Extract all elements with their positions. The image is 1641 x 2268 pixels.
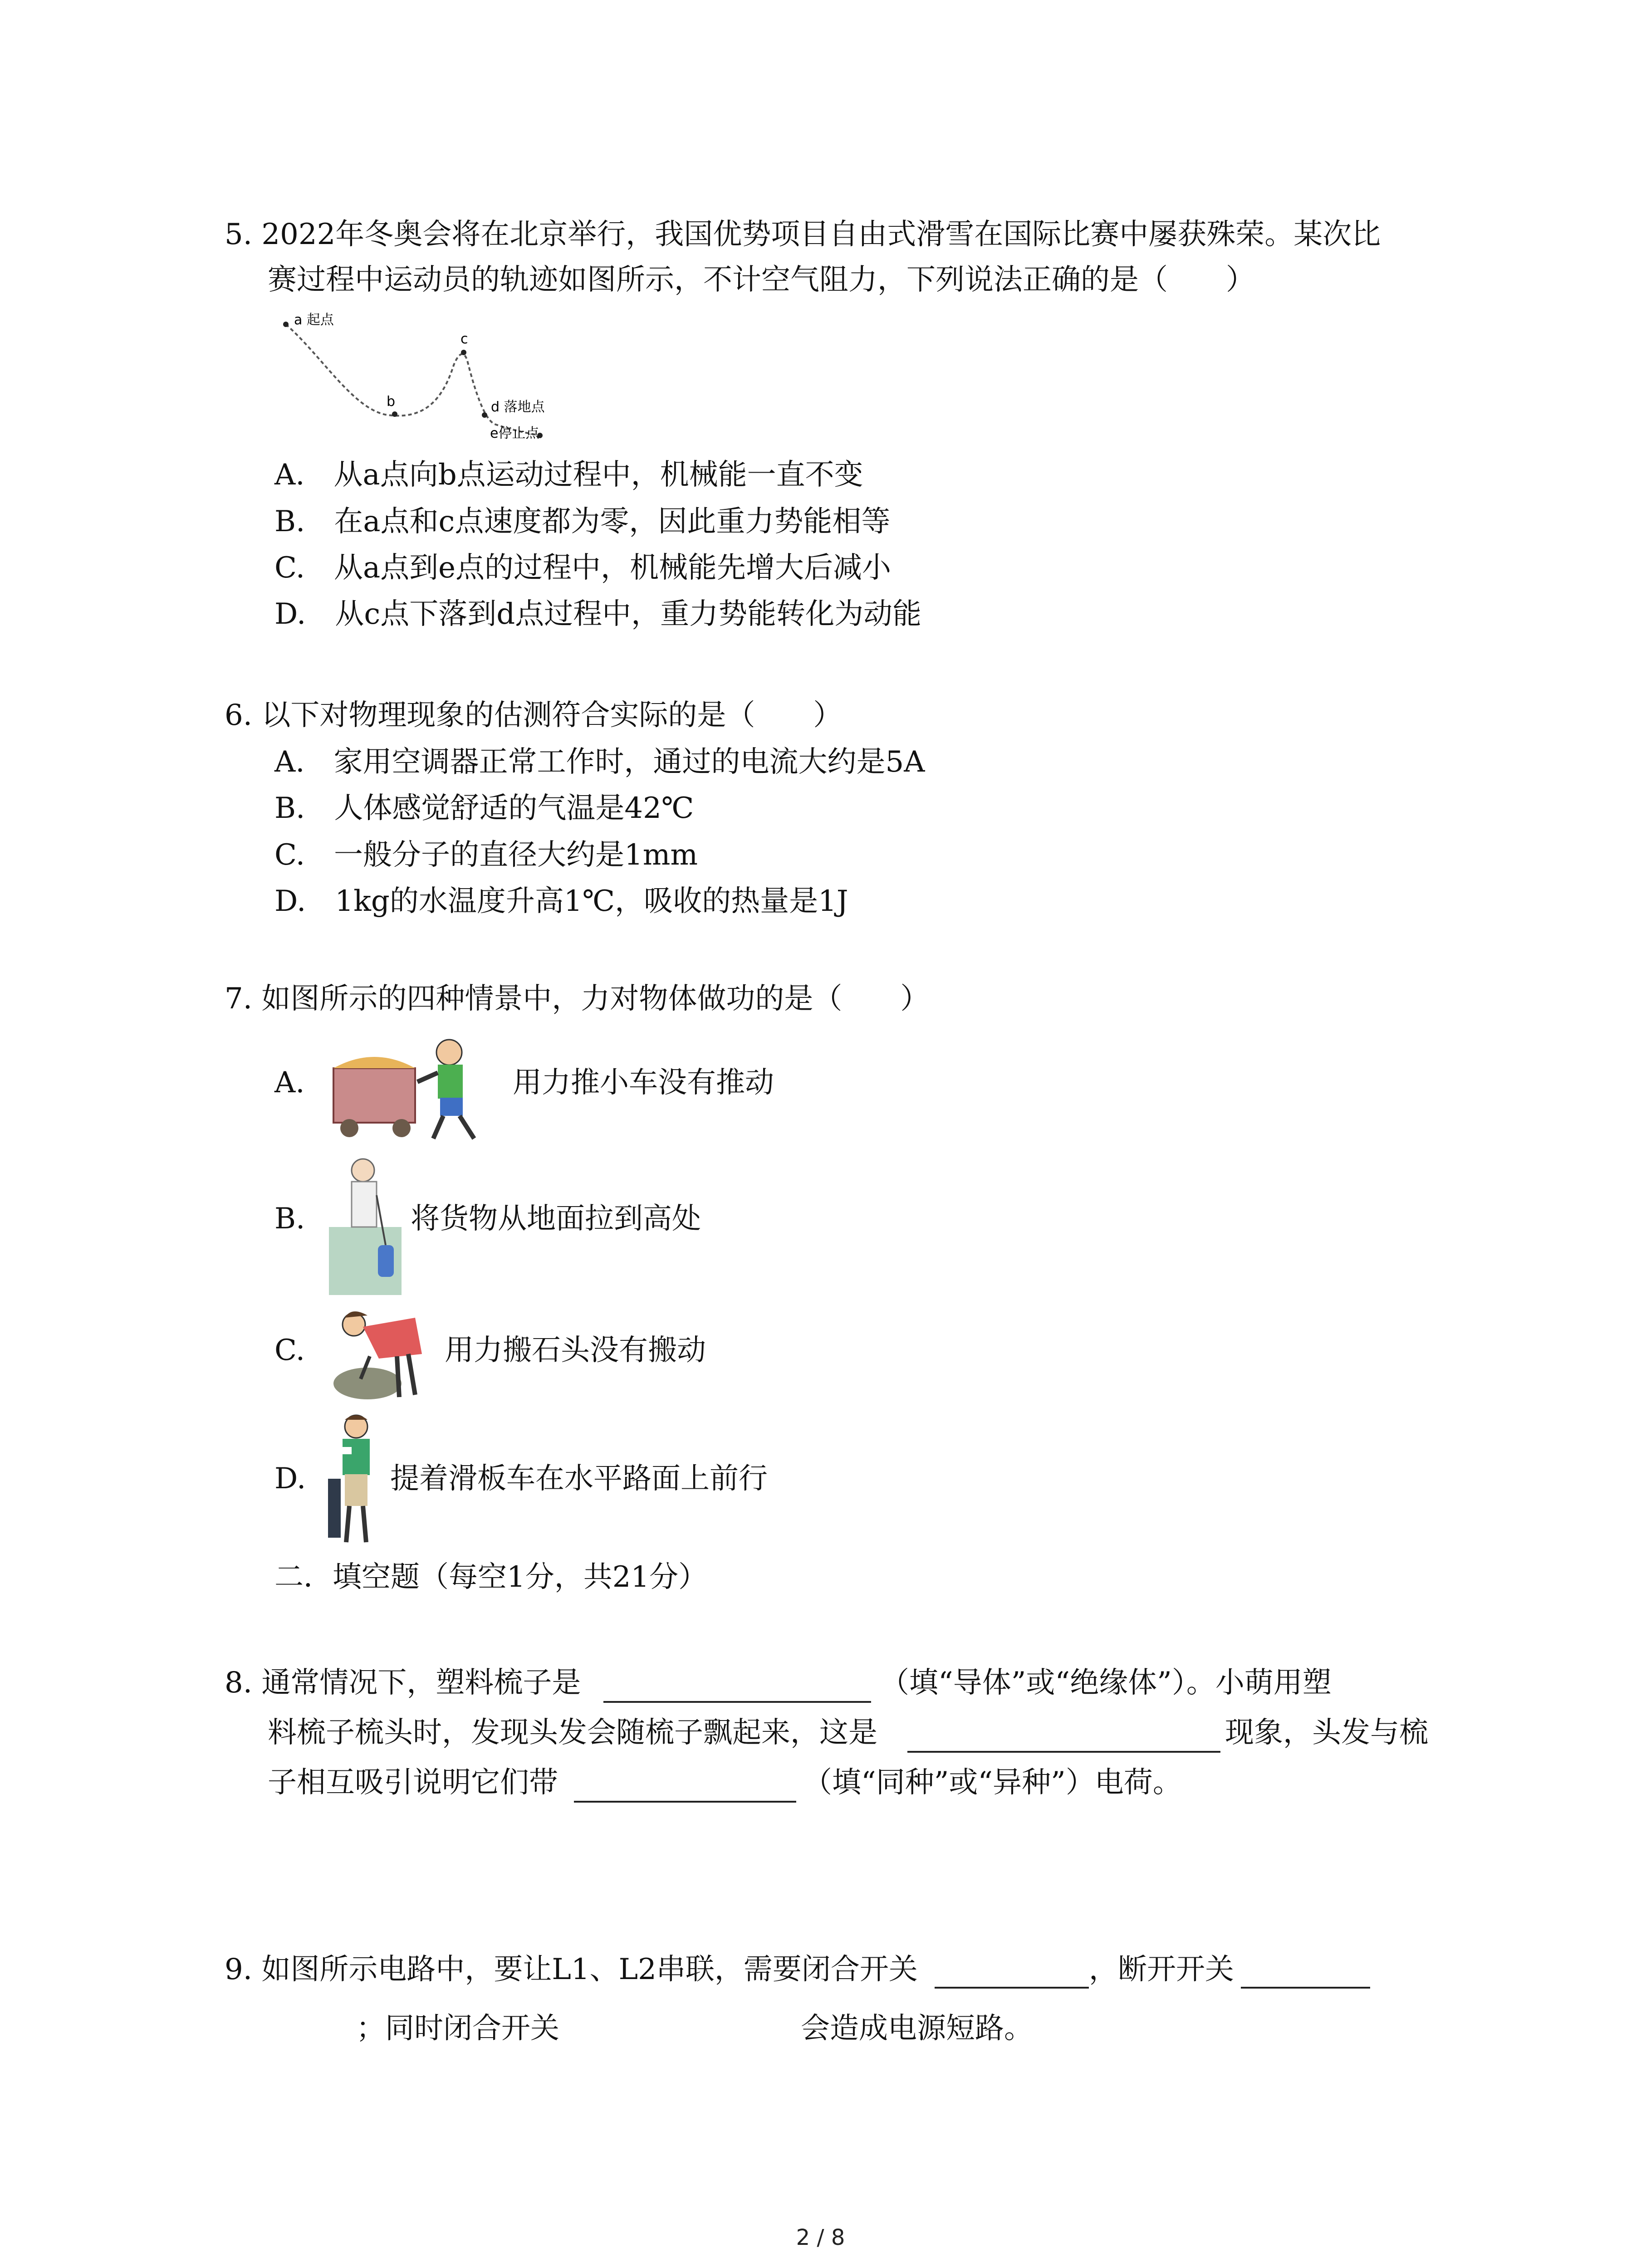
carry-scooter-image <box>324 1411 388 1551</box>
q8-blank-3[interactable] <box>574 1801 796 1803</box>
page-number: 2 / 8 <box>796 2225 845 2250</box>
label-b: b <box>387 394 396 410</box>
q9-line2-end: 会造成电源短路。 <box>801 2012 1033 2045</box>
q5-ski-trajectory-figure <box>268 311 558 451</box>
push-cart-image <box>324 1027 506 1143</box>
q8-line2-start: 料梳子梳头时，发现头发会随梳子飘起来，这是 <box>268 1716 877 1750</box>
q6-option-a: A. 家用空调器正常工作时，通过的电流大约是5A <box>274 745 925 779</box>
q9-line2-start: ；同时闭合开关 <box>356 2012 559 2045</box>
q5-option-a: A. 从a点向b点运动过程中，机械能一直不变 <box>274 458 863 492</box>
q6-option-c: C. 一般分子的直径大约是1mm <box>274 838 698 872</box>
q7-option-b-letter: B. <box>274 1202 305 1236</box>
q8-blank-2[interactable] <box>907 1751 1220 1753</box>
q7-option-c-letter: C. <box>274 1334 305 1367</box>
q8-line1-end: （填“导体”或“绝缘体”）。小萌用塑 <box>880 1666 1332 1700</box>
q7-stem: 7. 如图所示的四种情景中，力对物体做功的是（ ） <box>225 982 930 1016</box>
q5-option-b: B. 在a点和c点速度都为零，因此重力势能相等 <box>274 505 891 538</box>
q5-option-c: C. 从a点到e点的过程中，机械能先增大后减小 <box>274 551 892 585</box>
q9-blank-1[interactable] <box>935 1987 1089 1989</box>
q8-blank-1[interactable] <box>603 1701 871 1703</box>
lift-goods-image <box>324 1154 406 1295</box>
q6-option-d: D. 1kg的水温度升高1℃，吸收的热量是1J <box>274 885 848 918</box>
q8-line1-start: 8. 通常情况下，塑料梳子是 <box>225 1666 581 1700</box>
q5-option-d: D. 从c点下落到d点过程中，重力势能转化为动能 <box>274 597 922 631</box>
q7-option-a-text: 用力推小车没有推动 <box>513 1066 774 1100</box>
q7-option-d-text: 提着滑板车在水平路面上前行 <box>390 1462 768 1496</box>
q7-option-a-letter: A. <box>274 1066 305 1100</box>
q8-line2-end: 现象，头发与梳 <box>1225 1716 1428 1750</box>
q9-blank-2[interactable] <box>1241 1987 1370 1989</box>
label-c: c <box>460 331 468 347</box>
q9-line1-mid: ，断开开关 <box>1089 1953 1234 1986</box>
q5-line1: 5. 2022年冬奥会将在北京举行，我国优势项目自由式滑雪在国际比赛中屡获殊荣。某次比 <box>225 218 1381 251</box>
q7-option-d-letter: D. <box>274 1462 306 1496</box>
q9-line1-start: 9. 如图所示电路中，要让L1、L2串联，需要闭合开关 <box>225 1953 918 1986</box>
label-d: d 落地点 <box>491 399 545 415</box>
q7-option-b-text: 将货物从地面拉到高处 <box>411 1202 701 1236</box>
label-e: e停止点 <box>490 425 539 441</box>
label-a: a 起点 <box>294 312 334 328</box>
q8-line3-end: （填“同种”或“异种”）电荷。 <box>803 1766 1182 1799</box>
section-heading: 二．填空题（每空1分，共21分） <box>274 1560 708 1594</box>
q9-blank-3[interactable] <box>576 2046 794 2048</box>
q7-option-c-text: 用力搬石头没有搬动 <box>445 1334 706 1367</box>
move-stone-image <box>324 1304 438 1402</box>
q8-line3-start: 子相互吸引说明它们带 <box>268 1766 558 1799</box>
q6-stem: 6. 以下对物理现象的估测符合实际的是（ ） <box>225 699 843 732</box>
q5-line2: 赛过程中运动员的轨迹如图所示，不计空气阻力，下列说法正确的是（ ） <box>268 263 1255 297</box>
q6-option-b: B. 人体感觉舒适的气温是42℃ <box>274 792 694 825</box>
